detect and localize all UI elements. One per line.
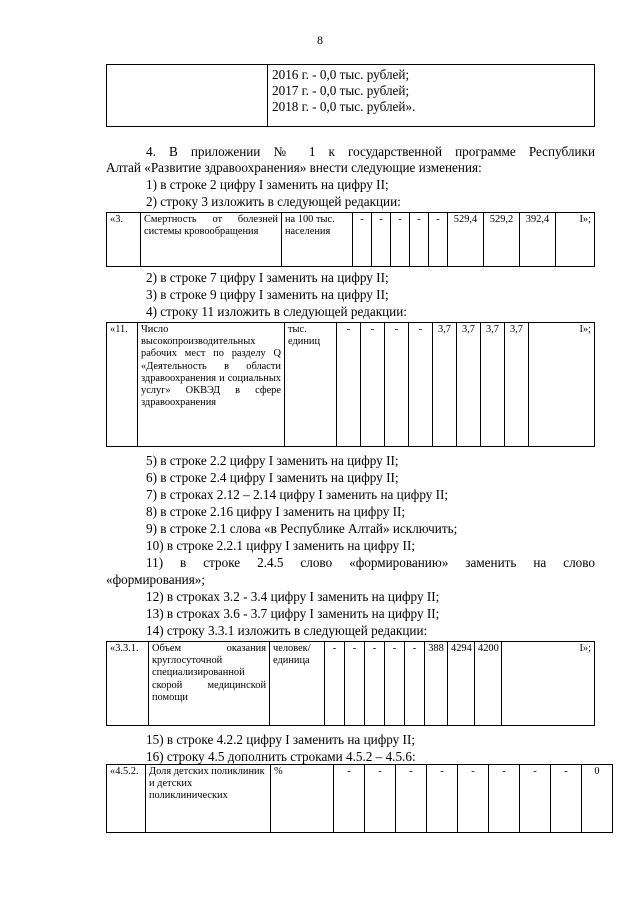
row452-table — [106, 764, 613, 833]
value-cell: 3,7 — [433, 323, 457, 447]
value-cell: 3,7 — [481, 323, 505, 447]
row-end: I»; — [556, 213, 595, 267]
top-table-empty-cell — [107, 65, 268, 127]
indicator-unit: человек/ единица — [270, 642, 325, 726]
para4-line1: 4. В приложении № 1 к государственной программе Республики — [146, 144, 595, 159]
value-cell: 3,7 — [505, 323, 529, 447]
list-item: 8) в строке 2.16 цифру I заменить на цифру II; — [146, 504, 406, 519]
indicator-name: Доля детских поликлиник и детских поликлинических — [146, 765, 271, 833]
top-table-text-cell — [268, 65, 595, 127]
list-item: 10) в строке 2.2.1 цифру I заменить на цифру II; — [146, 538, 415, 553]
list-item: 3) в строке 9 цифру I заменить на цифру II; — [146, 287, 389, 302]
dash-cell: - — [396, 765, 427, 833]
row331-table — [106, 641, 595, 726]
dash-cell: - — [325, 642, 345, 726]
top-table-line: 2018 г. - 0,0 тыс. рублей». — [272, 99, 416, 114]
dash-cell: - — [427, 765, 458, 833]
dash-cell: - — [429, 213, 448, 267]
list-item: 13) в строках 3.6 - 3.7 цифру I заменить на цифру II; — [146, 606, 440, 621]
value-cell: 3,7 — [457, 323, 481, 447]
list-item: 2) в строке 7 цифру I заменить на цифру II; — [146, 270, 389, 285]
dash-cell: - — [410, 213, 429, 267]
row3-table — [106, 212, 595, 267]
list-item: 16) строку 4.5 дополнить строками 4.5.2 – 4.5.6: — [146, 749, 416, 764]
list-item: 2) строку 3 изложить в следующей редакции: — [146, 194, 401, 209]
row-number: «3.3.1. — [107, 642, 149, 726]
para4-line2: Алтай «Развитие здравоохранения» внести следующие изменения: — [106, 160, 482, 175]
row-end: I»; — [529, 323, 595, 447]
indicator-unit: % — [271, 765, 334, 833]
dash-cell: - — [353, 213, 372, 267]
list-item: 9) в строке 2.1 слова «в Республике Алтай» исключить; — [146, 521, 458, 536]
dash-cell: - — [334, 765, 365, 833]
list-item: 4) строку 11 изложить в следующей редакции: — [146, 304, 407, 319]
dash-cell: - — [551, 765, 582, 833]
row-number: «4.5.2. — [107, 765, 146, 833]
value-cell: 4200 — [475, 642, 502, 726]
list-item: 15) в строке 4.2.2 цифру I заменить на цифру II; — [146, 732, 415, 747]
dash-cell: - — [405, 642, 425, 726]
value-cell: 529,2 — [484, 213, 520, 267]
list-item: 5) в строке 2.2 цифру I заменить на цифру II; — [146, 453, 399, 468]
dash-cell: - — [391, 213, 410, 267]
row-number: «3. — [107, 213, 141, 267]
list-item: 11) в строке 2.4.5 слово «формированию» заменить на слово — [146, 555, 595, 570]
indicator-unit: на 100 тыс. населения — [282, 213, 353, 267]
indicator-unit: тыс. единиц — [285, 323, 337, 447]
value-cell: 4294 — [448, 642, 475, 726]
row11-table — [106, 322, 595, 447]
list-item: 6) в строке 2.4 цифру I заменить на цифру II; — [146, 470, 399, 485]
top-table-line: 2016 г. - 0,0 тыс. рублей; — [272, 67, 410, 82]
value-cell: 0 — [582, 765, 613, 833]
row-number: «11. — [107, 323, 138, 447]
dash-cell: - — [372, 213, 391, 267]
indicator-name: Смертность от болезней системы кровообращения — [141, 213, 282, 267]
row-end: I»; — [502, 642, 595, 726]
indicator-name: Число высокопроизводительных рабочих мест по разделу Q «Деятельность в области здравоохранения и социальных услуг» ОКВЭД в сфере здравоохранения — [138, 323, 285, 447]
value-cell: 529,4 — [448, 213, 484, 267]
top-table — [106, 64, 595, 127]
indicator-name: Объем оказания круглосуточной специализированной скорой медицинской помощи — [149, 642, 270, 726]
dash-cell: - — [409, 323, 433, 447]
dash-cell: - — [337, 323, 361, 447]
list-item: 7) в строках 2.12 – 2.14 цифру I заменить на цифру II; — [146, 487, 449, 502]
list-item: 14) строку 3.3.1 изложить в следующей редакции: — [146, 623, 428, 638]
dash-cell: - — [520, 765, 551, 833]
dash-cell: - — [458, 765, 489, 833]
dash-cell: - — [489, 765, 520, 833]
list-item-continuation: «формирования»; — [106, 572, 206, 587]
dash-cell: - — [361, 323, 385, 447]
page-number: 8 — [317, 33, 323, 47]
top-table-line: 2017 г. - 0,0 тыс. рублей; — [272, 83, 410, 98]
dash-cell: - — [345, 642, 365, 726]
list-item: 1) в строке 2 цифру I заменить на цифру II; — [146, 177, 389, 192]
value-cell: 392,4 — [520, 213, 556, 267]
dash-cell: - — [365, 642, 385, 726]
dash-cell: - — [385, 323, 409, 447]
list-item: 12) в строках 3.2 - 3.4 цифру I заменить на цифру II; — [146, 589, 440, 604]
dash-cell: - — [365, 765, 396, 833]
dash-cell: - — [385, 642, 405, 726]
value-cell: 388 — [425, 642, 448, 726]
